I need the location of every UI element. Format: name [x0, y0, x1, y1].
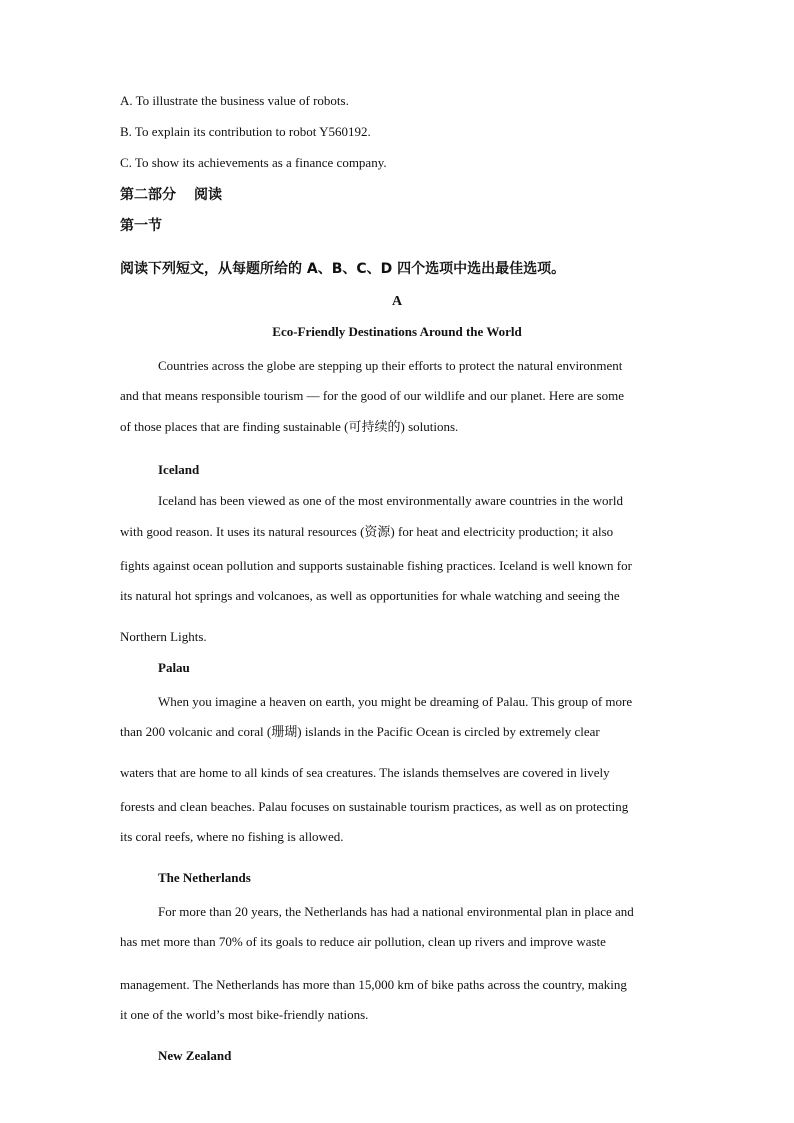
palau-line: When you imagine a heaven on earth, you might be dreaming of Palau. This group of more: [158, 694, 633, 709]
iceland-line: fights against ocean pollution and supports sustainable fishing practices. Iceland is well known for: [120, 558, 632, 573]
part-name: 阅读: [194, 187, 222, 203]
palau-line: its coral reefs, where no fishing is allowed.: [120, 829, 344, 844]
section-heading-palau: Palau: [158, 660, 190, 675]
part-number: 第二部分: [120, 187, 176, 203]
palau-line: forests and clean beaches. Palau focuses on sustainable tourism practices, as well as on protecting: [120, 799, 629, 814]
option-b: B. To explain its contribution to robot Y560192.: [120, 124, 371, 139]
section-title: 第一节: [120, 218, 162, 234]
passage-title: Eco-Friendly Destinations Around the World: [272, 324, 522, 339]
netherlands-line: management. The Netherlands has more than 15,000 km of bike paths across the country, making: [120, 977, 627, 992]
passage-letter: A: [391, 294, 403, 309]
iceland-line: with good reason. It uses its natural resources (资源) for heat and electricity production; it also: [120, 524, 614, 539]
option-a: A. To illustrate the business value of robots.: [120, 93, 349, 108]
intro-line: of those places that are finding sustainable (可持续的) solutions.: [120, 419, 459, 434]
iceland-line: Northern Lights.: [120, 629, 207, 644]
palau-line: waters that are home to all kinds of sea creatures. The islands themselves are covered in lively: [120, 765, 610, 780]
netherlands-line: For more than 20 years, the Netherlands has had a national environmental plan in place and: [158, 904, 634, 919]
section-heading-iceland: Iceland: [158, 462, 200, 477]
instruction: 阅读下列短文，从每题所给的 A、B、C、D 四个选项中选出最佳选项。: [120, 261, 566, 277]
section-heading-netherlands: The Netherlands: [158, 870, 251, 885]
palau-line: than 200 volcanic and coral (珊瑚) islands in the Pacific Ocean is circled by extremely clear: [120, 724, 600, 739]
section-heading-new-zealand: New Zealand: [158, 1048, 232, 1063]
intro-line: Countries across the globe are stepping up their efforts to protect the natural environment: [158, 358, 623, 373]
intro-line: and that means responsible tourism — for the good of our wildlife and our planet. Here are some: [120, 388, 624, 403]
iceland-line: Iceland has been viewed as one of the most environmentally aware countries in the world: [158, 493, 623, 508]
netherlands-line: it one of the world’s most bike-friendly nations.: [120, 1007, 369, 1022]
part-title: [120, 187, 222, 203]
netherlands-line: has met more than 70% of its goals to reduce air pollution, clean up rivers and improve waste: [120, 934, 606, 949]
iceland-line: its natural hot springs and volcanoes, as well as opportunities for whale watching and seeing the: [120, 588, 620, 603]
option-c: C. To show its achievements as a finance company.: [120, 155, 387, 170]
